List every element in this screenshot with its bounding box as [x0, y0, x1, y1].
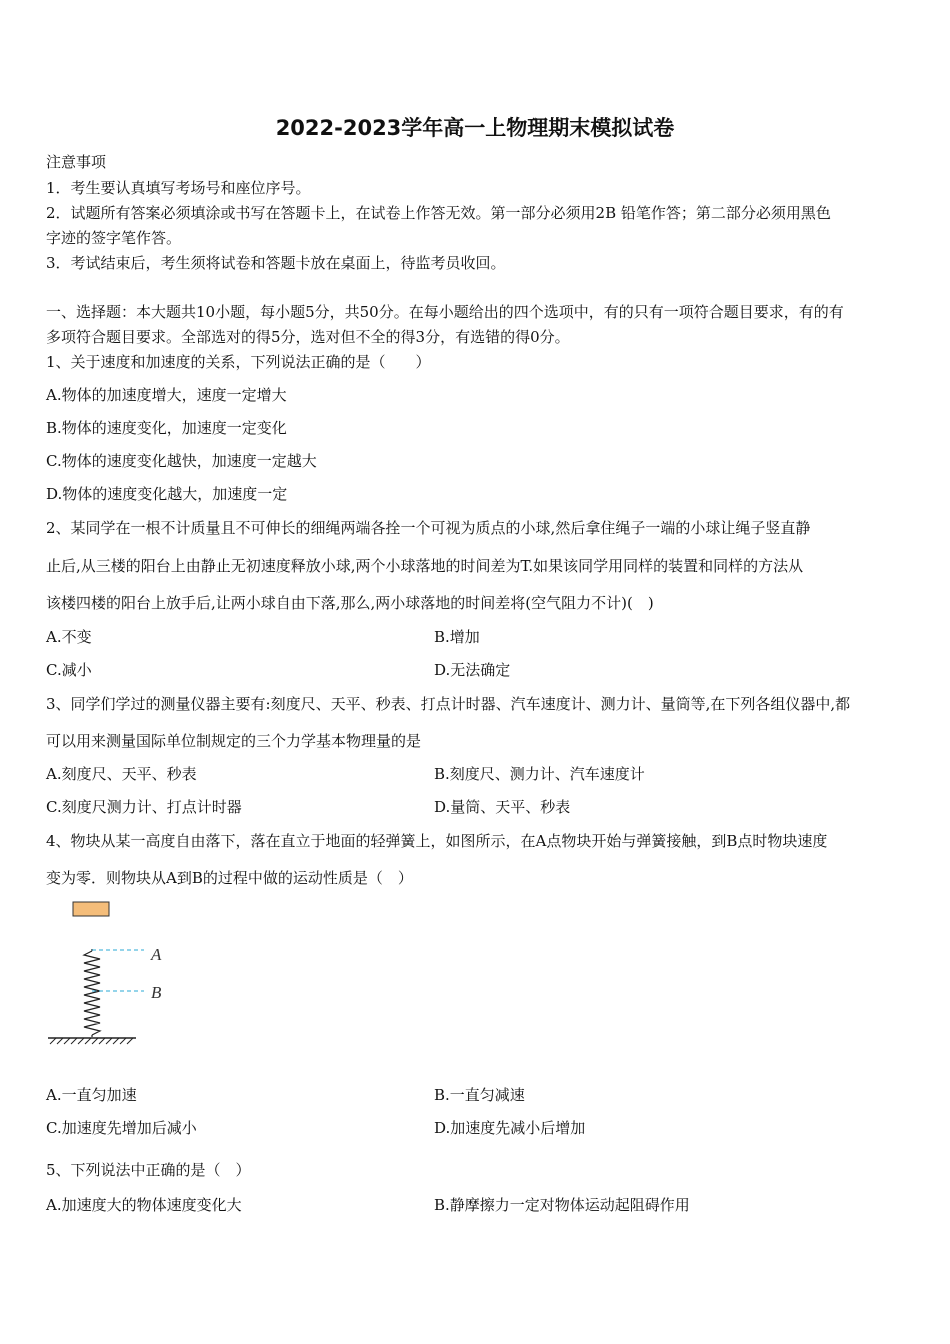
section-instructions: 一、选择题：本大题共10小题，每小题5分，共50分。在每小题给出的四个选项中，有的只有一项符合题目要求，有的有: [46, 303, 844, 321]
option: D.物体的速度变化越大，加速度一定: [46, 485, 288, 503]
option: B.增加: [434, 628, 480, 646]
question-stem: 2、某同学在一根不计质量且不可伸长的细绳两端各拴一个可视为质点的小球,然后拿住绳子一端的小球让绳子竖直静: [46, 519, 811, 537]
question-stem: 3、同学们学过的测量仪器主要有:刻度尺、天平、秒表、打点计时器、汽车速度计、测力计、量筒等,在下列各组仪器中,都: [46, 695, 851, 713]
option: C.刻度尺测力计、打点计时器: [46, 798, 242, 816]
ground-hatch: [50, 1038, 133, 1044]
option: B.静摩擦力一定对物体运动起阻碍作用: [434, 1196, 690, 1214]
question-stem: 5、下列说法中正确的是（ ）: [46, 1161, 251, 1179]
spring-figure: [40, 895, 180, 1055]
question-stem: 该楼四楼的阳台上放手后,让两小球自由下落,那么,两小球落地的时间差将(空气阻力不计)( ): [46, 594, 654, 612]
question-stem: 变为零．则物块从A到B的过程中做的运动性质是（ ）: [46, 869, 413, 887]
point-b-label: B: [151, 983, 162, 1002]
option: C.加速度先增加后减小: [46, 1119, 197, 1137]
option: C.物体的速度变化越快，加速度一定越大: [46, 452, 317, 470]
notice-heading: 注意事项: [46, 153, 107, 171]
block-shape: [73, 902, 109, 916]
option: B.刻度尺、测力计、汽车速度计: [434, 765, 645, 783]
option: D.量筒、天平、秒表: [434, 798, 571, 816]
notice-item: 3．考试结束后，考生须将试卷和答题卡放在桌面上，待监考员收回。: [46, 254, 506, 272]
notice-item: 字迹的签字笔作答。: [46, 229, 182, 247]
question-stem: 1、关于速度和加速度的关系，下列说法正确的是（ ）: [46, 353, 431, 371]
notice-item: 1．考生要认真填写考场号和座位序号。: [46, 179, 311, 197]
option: D.加速度先减小后增加: [434, 1119, 586, 1137]
option: C.减小: [46, 661, 92, 679]
page-title: 2022-2023学年高一上物理期末模拟试卷: [275, 116, 675, 140]
option: A.加速度大的物体速度变化大: [46, 1196, 242, 1214]
question-stem: 止后,从三楼的阳台上由静止无初速度释放小球,两个小球落地的时间差为T.如果该同学用同样的装置和同样的方法从: [46, 557, 804, 575]
option: B.物体的速度变化，加速度一定变化: [46, 419, 287, 437]
option: A.刻度尺、天平、秒表: [46, 765, 197, 783]
point-a-label: A: [151, 945, 162, 964]
option: D.无法确定: [434, 661, 511, 679]
option: A.不变: [46, 628, 92, 646]
option: B.一直匀减速: [434, 1086, 525, 1104]
option: A.一直匀加速: [46, 1086, 137, 1104]
question-stem: 4、物块从某一高度自由落下，落在直立于地面的轻弹簧上，如图所示，在A点物块开始与弹簧接触，到B点时物块速度: [46, 832, 828, 850]
spring-coil: [84, 951, 100, 1035]
question-stem: 可以用来测量国际单位制规定的三个力学基本物理量的是: [46, 732, 422, 750]
section-instructions: 多项符合题目要求。全部选对的得5分，选对但不全的得3分，有选错的得0分。: [46, 328, 570, 346]
option: A.物体的加速度增大，速度一定增大: [46, 386, 287, 404]
notice-item: 2．试题所有答案必须填涂或书写在答题卡上，在试卷上作答无效。第一部分必须用2B 铅笔作答；第二部分必须用黑色: [46, 204, 831, 222]
